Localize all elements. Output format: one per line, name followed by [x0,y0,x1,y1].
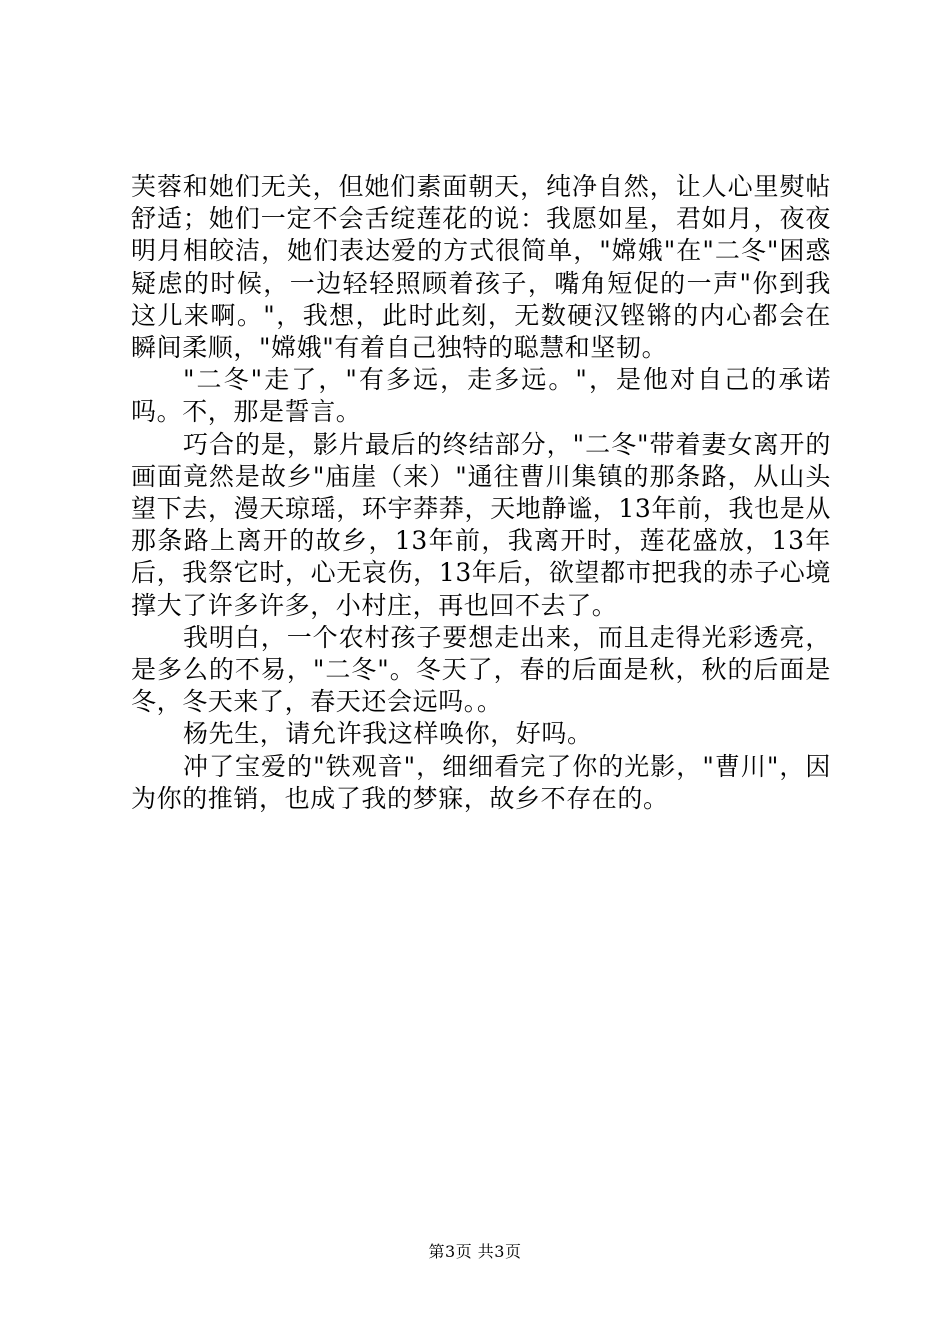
paragraph-2: "二冬"走了，"有多远，走多远。"，是他对自己的承诺吗。不，那是誓言。 [131,365,831,427]
paragraph-3: 巧合的是，影片最后的终结部分，"二冬"带着妻女离开的画面竟然是故乡"庙崖（来）"通往曹川集镇的那条路，从山头望下去，漫天琼瑶，环宇莽莽，天地静谧，13年前，我也是从那条路上离开的故乡，13年前，我离开时，莲花盛放，13年后，我祭它时，心无哀伤，13年后，欲望都市把我的赤子心境撑大了许多许多，小村庄，再也回不去了。 [131,429,831,620]
paragraph-4: 我明白，一个农村孩子要想走出来，而且走得光彩透亮，是多么的不易，"二冬"。冬天了，春的后面是秋，秋的后面是冬，冬天来了，春天还会远吗。。 [131,622,831,717]
paragraph-5: 杨先生，请允许我这样唤你，好吗。 [183,719,593,749]
paragraph-6: 冲了宝爱的"铁观音"，细细看完了你的光影，"曹川"，因为你的推销，也成了我的梦寐，故乡不存在的。 [131,751,831,813]
body-text [131,171,831,815]
paragraph-1: 芙蓉和她们无关，但她们素面朝天，纯净自然，让人心里熨帖舒适；她们一定不会舌绽莲花的说：我愿如星，君如月，夜夜明月相皎洁，她们表达爱的方式很简单，"嫦娥"在"二冬"困惑疑虑的时候，一边轻轻照顾着孩子，嘴角短促的一声"你到我这儿来啊。"，我想，此时此刻，无数硬汉铿锵的内心都会在瞬间柔顺，"嫦娥"有着自己独特的聪慧和坚韧。 [131,172,831,363]
page-footer: 第3页 共3页 [428,1242,522,1261]
